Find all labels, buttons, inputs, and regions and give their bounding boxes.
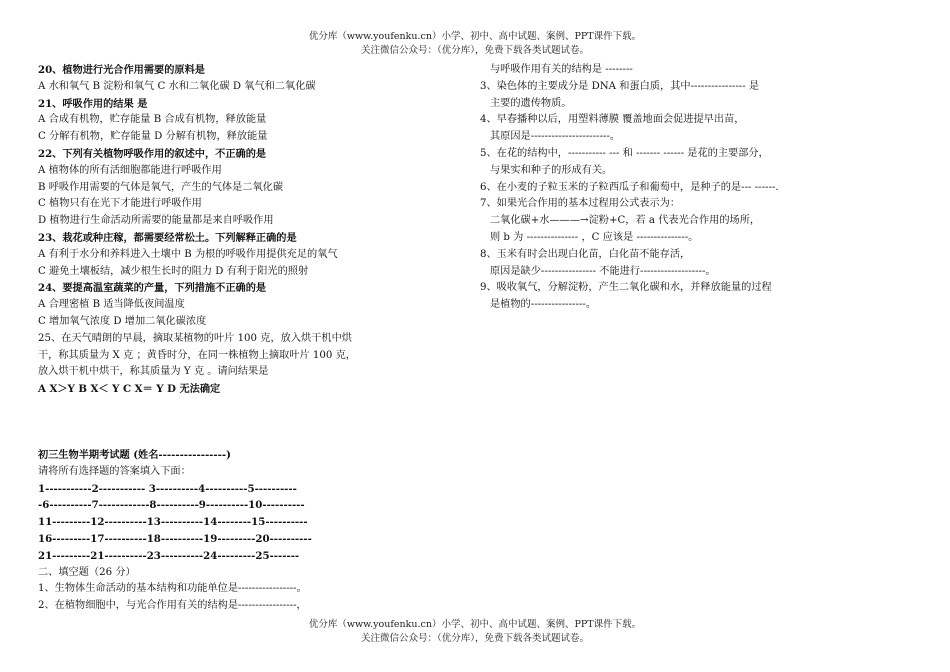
- answer-row-4: 16---------17----------18----------19---------20----------: [38, 532, 312, 545]
- options-25: A X＞Y B X＜ Y C X＝ Y D 无法确定: [38, 383, 221, 396]
- page-footer: [0, 618, 950, 646]
- fill-question-7-cont: 则 b 为 --------------- ，C 应该是 ---------------。: [490, 231, 699, 243]
- question-25-line-1: 25、在天气晴朗的早晨，摘取某植物的叶片 100 克，放入烘干机中烘: [38, 332, 352, 344]
- left-column-questions: [38, 62, 458, 398]
- header-line-1: 优分库（www.youfenku.cn）小学、初中、高中试题、案例、PPT课件下载。: [308, 31, 642, 42]
- footer-line-1: 优分库（www.youfenku.cn）小学、初中、高中试题、案例、PPT课件下载。: [308, 619, 642, 630]
- question-24: 24、要提高温室蔬菜的产量，下列措施不正确的是: [38, 282, 267, 295]
- fill-question-8-cont: 原因是缺少---------------- 不能进行-------------------。: [490, 265, 716, 277]
- footer-line-2: 关注微信公众号：（优分库），免费下载各类试题试卷。: [360, 633, 589, 644]
- page-header: [0, 30, 950, 58]
- fill-question-4-cont: 其原因是-----------------------。: [490, 131, 621, 143]
- right-column-fill-in: [480, 62, 920, 314]
- question-25-line-3: 放入烘干机中烘干，称其质量为 Y 克 。请问结果是: [38, 366, 269, 378]
- exam-title: 初三生物半期考试题 (姓名----------------): [38, 449, 231, 461]
- answer-sheet-section: [38, 447, 458, 615]
- fill-in-section-title: 二、填空题（26 分）: [38, 566, 136, 578]
- option-22-d: D 植物进行生命活动所需要的能量都是来自呼吸作用: [38, 215, 274, 227]
- answer-instruction: 请将所有选择题的答案填入下面：: [38, 465, 191, 477]
- answer-row-3: 11---------12----------13----------14--------15----------: [38, 516, 308, 529]
- options-24-ab: A 合理密植 B 适当降低夜间温度: [38, 299, 185, 311]
- fill-question-5-cont: 与果实和种子的形成有关。: [490, 164, 613, 176]
- question-20: 20、植物进行光合作用需要的原料是: [38, 64, 205, 76]
- answer-row-5: 21---------21----------23----------24---------25-------: [38, 549, 300, 562]
- fill-question-7: 7、如果光合作用的基本过程用公式表示为：: [480, 198, 681, 210]
- header-line-2: 关注微信公众号：（优分库），免费下载各类试题试卷。: [360, 45, 589, 56]
- options-21-cd: C 分解有机物，贮存能量 D 分解有机物，释放能量: [38, 131, 268, 143]
- fill-question-6: 6、在小麦的子粒玉米的子粒西瓜子和葡萄中，是种子的是--- ------.: [480, 181, 779, 193]
- options-23-ab: A 有利于水分和养料进入土壤中 B 为根的呼吸作用提供充足的氧气: [38, 248, 338, 260]
- question-25-line-2: 干，称其质量为 X 克 ；黄昏时分，在同一株植物上摘取叶片 100 克，: [38, 349, 356, 361]
- fill-question-4: 4、早春播种以后，用塑料薄膜 覆盖地面会促进提早出苗，: [480, 114, 745, 126]
- fill-question-3-cont: 主要的遗传物质。: [490, 97, 572, 109]
- fill-question-9: 9、吸收氧气，分解淀粉，产生二氧化碳和水，并释放能量的过程: [480, 282, 772, 294]
- answer-row-2: -6----------7------------8----------9----------10----------: [38, 499, 305, 512]
- answer-row-1: 1-----------2----------- 3----------4----------5----------: [38, 482, 297, 495]
- options-21-ab: A 合成有机物，贮存能量 B 合成有机物，释放能量: [38, 114, 267, 126]
- options-24-cd: C 增加氧气浓度 D 增加二氧化碳浓度: [38, 315, 207, 327]
- fill-question-8: 8、玉米有时会出现白化苗，白化苗不能存活，: [480, 248, 691, 260]
- fill-question-2: 2、在植物细胞中，与光合作用有关的结构是-----------------，: [38, 600, 307, 612]
- options-20: A 水和氧气 B 淀粉和氧气 C 水和二氧化碳 D 氧气和二氧化碳: [38, 80, 316, 92]
- fill-question-1: 1、生物体生命活动的基本结构和功能单位是-----------------。: [38, 583, 307, 595]
- fill-question-5: 5、在花的结构中，----------- --- 和 ------- ------ 是花的主要部分，: [480, 147, 769, 159]
- question-21: 21、呼吸作用的结果 是: [38, 97, 148, 110]
- fill-question-2-cont: 与呼吸作用有关的结构是 --------: [490, 64, 633, 75]
- fill-question-7-formula: 二氧化碳+水———→淀粉+C，若 a 代表光合作用的场所，: [490, 215, 761, 227]
- option-22-c: C 植物只有在光下才能进行呼吸作用: [38, 198, 202, 210]
- options-23-cd: C 避免土壤板结，减少根生长时的阻力 D 有利于阳光的照射: [38, 265, 309, 277]
- option-22-a: A 植物体的所有活细胞都能进行呼吸作用: [38, 164, 222, 176]
- fill-question-9-cont: 是植物的----------------。: [490, 299, 597, 311]
- question-23: 23、栽花或种庄稼，都需要经常松土。下列解释正确的是: [38, 231, 297, 244]
- question-22: 22、下列有关植物呼吸作用的叙述中，不正确的是: [38, 147, 267, 160]
- fill-question-3: 3、染色体的主要成分是 DNA 和蛋白质，其中---------------- 是: [480, 80, 760, 92]
- option-22-b: B 呼吸作用需要的气体是氧气，产生的气体是二氧化碳: [38, 181, 284, 193]
